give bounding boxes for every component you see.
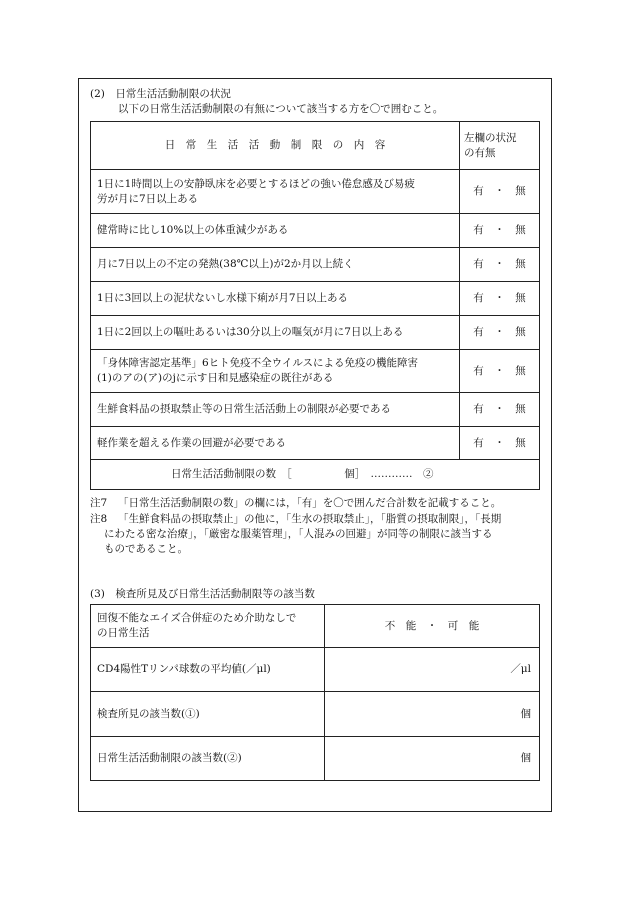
note7-text: 「日常生活活動制限の数」の欄には，「有」を〇で囲んだ合計数を記載すること。 [118, 497, 502, 509]
table-header-row [91, 122, 540, 170]
header-status [460, 122, 540, 170]
table-row [91, 350, 540, 393]
row-label: 軽作業を超える作業の回避が必要である [91, 427, 460, 460]
row-label-line: の日常生活 [97, 627, 150, 639]
row-label: 生鮮食料品の摂取禁止等の日常生活活動上の制限が必要である [91, 393, 460, 427]
yes-no-choice[interactable]: 有 ・ 無 [460, 214, 540, 248]
table-row [91, 393, 540, 427]
row-label-line: (1)のアの(ア)のjに示す日和見感染症の既往がある [97, 372, 334, 384]
restriction-count-field[interactable]: 日常生活活動制限の数 ［ 個］ ………… ② [91, 460, 540, 490]
section2-heading: (2) 日常生活活動制限の状況 [90, 88, 231, 100]
table-row [91, 427, 540, 460]
yes-no-choice[interactable]: 有 ・ 無 [460, 316, 540, 350]
aids-complication-label [91, 605, 325, 648]
table-row [91, 282, 540, 316]
note7-label: 注7 [90, 497, 108, 509]
header-content: 日 常 生 活 活 動 制 限 の 内 容 [91, 122, 460, 170]
note8-line3: ものであること。 [104, 543, 188, 555]
note8-line1: 「生鮮食料品の摂取禁止」の他に，「生水の摂取禁止」，「脂質の摂取制限」，「長期 [118, 513, 502, 525]
findings-count-table [90, 604, 540, 781]
yes-no-choice[interactable]: 有 ・ 無 [460, 282, 540, 316]
yes-no-choice[interactable]: 有 ・ 無 [460, 170, 540, 214]
yes-no-choice[interactable]: 有 ・ 無 [460, 248, 540, 282]
header-status-line2: の有無 [464, 146, 496, 159]
header-status-line1: 左欄の状況 [464, 131, 517, 144]
count-row [91, 460, 540, 490]
row-label: 月に7日以上の不定の発熱(38℃以上)が2か月以上続く [91, 248, 460, 282]
table-row [91, 170, 540, 214]
findings-count-field[interactable]: 個 [325, 692, 540, 737]
table-row [91, 316, 540, 350]
row-label-line: 回復不能なエイズ合併症のため介助なしで [97, 612, 297, 624]
table-row [91, 692, 540, 737]
section3-heading: (3) 検査所見及び日常生活活動制限等の該当数 [90, 588, 315, 600]
table-row [91, 214, 540, 248]
table-row [91, 605, 540, 648]
row-label-line: 「身体障害認定基準」6ヒト免疫不全ウイルスによる免疫の機能障害 [97, 357, 419, 369]
note8-line2: にわたる密な治療」，「厳密な服薬管理」，「人混みの回避」が同等の制限に該当する [104, 528, 493, 540]
table-row [91, 648, 540, 692]
yes-no-choice[interactable]: 有 ・ 無 [460, 393, 540, 427]
cd4-label: CD4陽性Tリンパ球数の平均値(／μl) [91, 648, 325, 692]
cd4-value-field[interactable]: ／μl [325, 648, 540, 692]
row-label-line: 1日に1時間以上の安静臥床を必要とするほどの強い倦怠感及び易疲 [97, 177, 415, 190]
section2-instruction: 以下の日常生活活動制限の有無について該当する方を〇で囲むこと。 [118, 103, 444, 115]
row-label [91, 170, 460, 214]
row-label: 健常時に比し10%以上の体重減少がある [91, 214, 460, 248]
note8-label: 注8 [90, 513, 108, 525]
row-label: 1日に3回以上の泥状ないし水様下痢が月7日以上ある [91, 282, 460, 316]
restriction-count-label: 日常生活活動制限の該当数(②) [91, 737, 325, 781]
restriction-total-field[interactable]: 個 [325, 737, 540, 781]
activity-restriction-table [90, 121, 540, 490]
row-label-line: 労が月に7日以上ある [97, 192, 199, 205]
yes-no-choice[interactable]: 有 ・ 無 [460, 350, 540, 393]
findings-count-label: 検査所見の該当数(①) [91, 692, 325, 737]
yes-no-choice[interactable]: 有 ・ 無 [460, 427, 540, 460]
table-row [91, 248, 540, 282]
row-label [91, 350, 460, 393]
row-label: 1日に2回以上の嘔吐あるいは30分以上の嘔気が月に7日以上ある [91, 316, 460, 350]
possible-impossible-choice[interactable]: 不 能 ・ 可 能 [325, 605, 540, 648]
table-row [91, 737, 540, 781]
